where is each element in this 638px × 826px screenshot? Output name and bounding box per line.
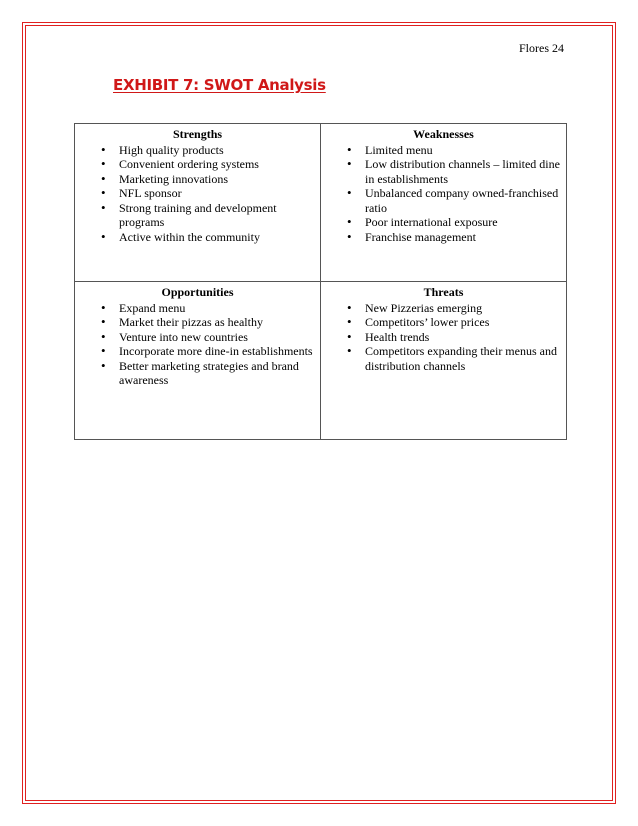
list-item: • Competitors’ lower prices xyxy=(325,315,562,330)
opportunities-cell xyxy=(75,282,321,440)
strengths-cell xyxy=(75,124,321,282)
list-item: • Strong training and development programs xyxy=(79,201,316,230)
list-item: • Active within the community xyxy=(79,230,316,245)
list-item: • Market their pizzas as healthy xyxy=(79,315,316,330)
list-item: • Marketing innovations xyxy=(79,172,316,187)
strengths-list xyxy=(79,143,316,245)
weaknesses-cell xyxy=(321,124,567,282)
list-item: • Better marketing strategies and brand awareness xyxy=(79,359,316,388)
list-item: • New Pizzerias emerging xyxy=(325,301,562,316)
swot-row-top xyxy=(75,124,567,282)
opportunities-list xyxy=(79,301,316,388)
weaknesses-list xyxy=(325,143,562,245)
list-item: • NFL sponsor xyxy=(79,186,316,201)
threats-cell xyxy=(321,282,567,440)
exhibit-title: EXHIBIT 7: SWOT Analysis xyxy=(113,76,326,94)
list-item: • Venture into new countries xyxy=(79,330,316,345)
list-item: • Low distribution channels – limited dine in establishments xyxy=(325,157,562,186)
list-item: • Competitors expanding their menus and distribution channels xyxy=(325,344,562,373)
list-item: • Convenient ordering systems xyxy=(79,157,316,172)
swot-row-bottom xyxy=(75,282,567,440)
swot-table xyxy=(74,123,567,440)
list-item: • Incorporate more dine-in establishments xyxy=(79,344,316,359)
list-item: • Franchise management xyxy=(325,230,562,245)
list-item: • Poor international exposure xyxy=(325,215,562,230)
list-item: • Limited menu xyxy=(325,143,562,158)
weaknesses-title: Weaknesses xyxy=(413,127,474,141)
strengths-title: Strengths xyxy=(172,127,223,141)
list-item: • Unbalanced company owned-franchised ratio xyxy=(325,186,562,215)
page-number-header: Flores 24 xyxy=(519,41,564,55)
threats-title: Threats xyxy=(423,285,464,299)
opportunities-title: Opportunities xyxy=(161,285,234,299)
list-item: • High quality products xyxy=(79,143,316,158)
threats-list xyxy=(325,301,562,374)
list-item: • Health trends xyxy=(325,330,562,345)
list-item: • Expand menu xyxy=(79,301,316,316)
